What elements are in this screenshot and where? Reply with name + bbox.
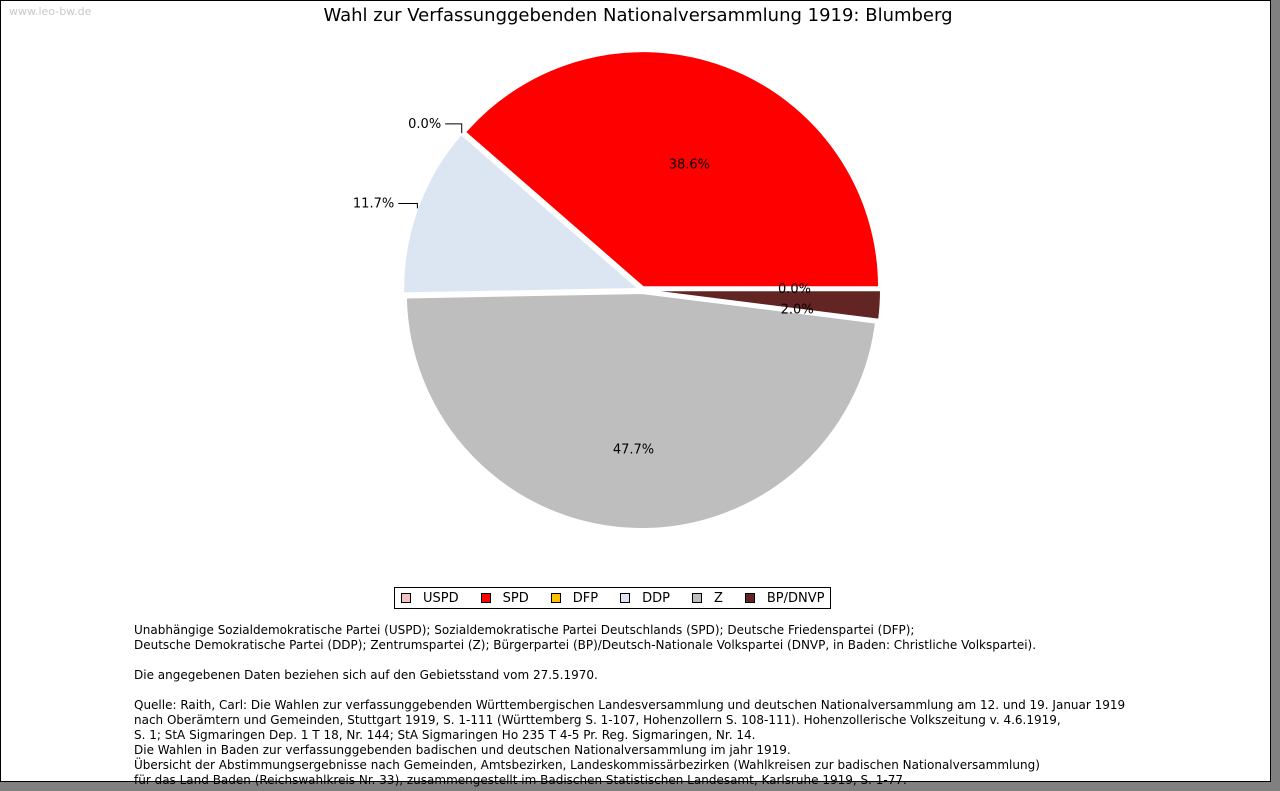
chart-title: Wahl zur Verfassunggebenden Nationalversammlung 1919: Blumberg (323, 5, 953, 26)
legend-item-uspd (401, 591, 459, 606)
legend-item-z (692, 591, 723, 606)
legend-item-ddp (620, 591, 670, 606)
slice-label: 11.7% (352, 196, 395, 212)
legend-swatch (551, 593, 561, 603)
legend-swatch (401, 593, 411, 603)
legend-label: Z (713, 590, 723, 606)
legend-swatch (620, 593, 630, 603)
legend-label: BP/DNVP (766, 590, 825, 606)
legend-swatch (745, 593, 755, 603)
label-leader-line (398, 204, 417, 209)
label-leader-line (445, 124, 462, 133)
pie-slice-z (406, 293, 876, 529)
source-note: S. 1; StA Sigmaringen Dep. 1 T 18, Nr. 144; StA Sigmaringen Ho 235 T 4-5 Pr. Reg. Sigmaringen, Nr. 14. (134, 728, 756, 742)
legend-label: SPD (502, 590, 529, 606)
legend-swatch (692, 593, 702, 603)
party-note: Deutsche Demokratische Partei (DDP); Zentrumspartei (Z); Bürgerpartei (BP)/Deutsch-Nationale Volkspartei (DNVP, in Baden: Christliche Volkspartei). (134, 638, 1037, 652)
legend-item-dfp (551, 591, 598, 606)
slice-label: 47.7% (612, 442, 655, 458)
legend-item-bp-dnvp (745, 591, 825, 606)
source-note: Die Wahlen in Baden zur verfassunggebenden badischen und deutschen Nationalversammlung im jahr 1919. (134, 743, 791, 757)
legend-label: DFP (572, 590, 599, 606)
legend (394, 587, 831, 609)
slice-label: 0.0% (777, 282, 811, 297)
slice-label: 38.6% (668, 157, 711, 173)
source-note: Übersicht der Abstimmungsergebnisse nach Gemeinden, Amtsbezirken, Landeskommissärbezirken (Wahlkreisen zur badischen Nationalversammlung) (134, 758, 1040, 772)
slice-label: 2.0% (780, 302, 814, 318)
source-note: für das Land Baden (Reichswahlkreis Nr. 33), zusammengestellt im Badischen Statistischen Landesamt, Karlsruhe 1919, S. 1-77. (134, 773, 907, 787)
source-note: nach Oberämtern und Gemeinden, Stuttgart 1919, S. 1-111 (Württemberg S. 1-107, Hohenzollern S. 108-111). Hohenzollerische Volkszeitung v. 4.6.1919, (134, 713, 1061, 727)
footnotes (134, 623, 1254, 788)
watermark: www.leo-bw.de (9, 5, 92, 18)
legend-label: USPD (423, 590, 459, 606)
legend-label: DDP (642, 590, 670, 606)
party-note: Unabhängige Sozialdemokratische Partei (USPD); Sozialdemokratische Partei Deutschlands (SPD); Deutsche Friedenspartei (DFP); (134, 623, 915, 637)
slice-label: 0.0% (408, 116, 442, 132)
pie-chart (1, 1, 1271, 581)
legend-item-spd (481, 591, 529, 606)
territory-note: Die angegebenen Daten beziehen sich auf den Gebietsstand vom 27.5.1970. (134, 668, 598, 682)
legend-swatch (481, 593, 491, 603)
source-note: Quelle: Raith, Carl: Die Wahlen zur verfassunggebenden Württembergischen Landesversammlung und deutschen Nationalversammlung am 12. und 19. Januar 1919 (134, 698, 1126, 712)
